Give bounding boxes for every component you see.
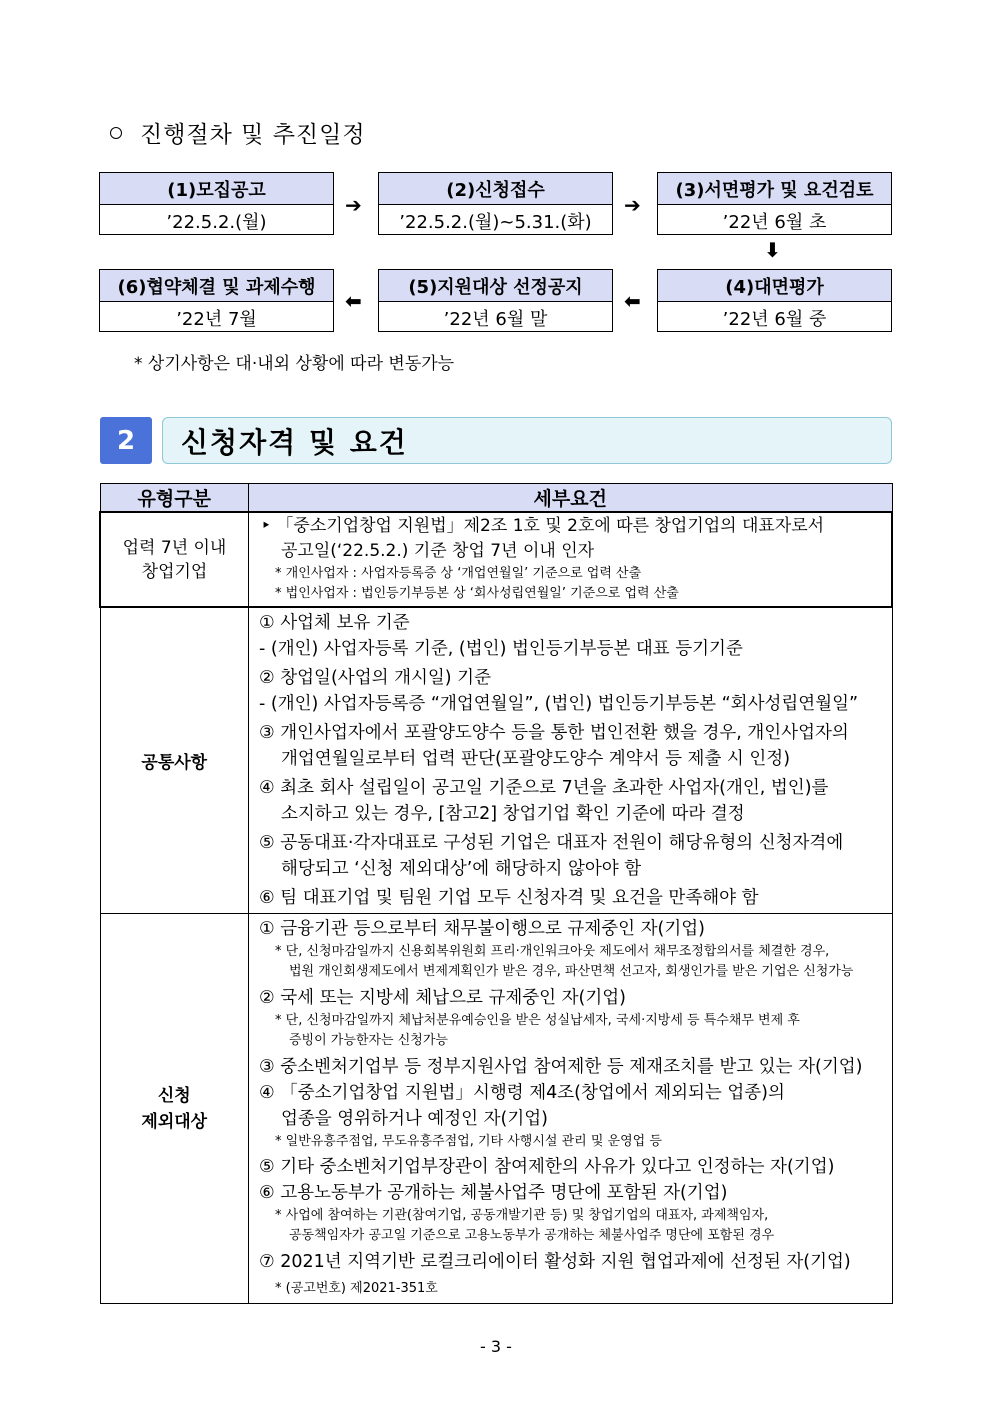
step-box-4	[657, 269, 892, 332]
column-header: 세부요건	[249, 484, 893, 513]
step-date: ’22년 6월 중	[722, 308, 827, 330]
step-label: (6)협약체결 및 과제수행	[100, 270, 333, 302]
arrow-left-icon: ⬅	[345, 289, 362, 313]
step-date: ’22.5.2.(월)	[166, 211, 267, 233]
step-label: (4)대면평가	[658, 270, 891, 302]
table-row	[100, 914, 892, 1304]
arrow-right-icon: ➔	[345, 193, 362, 217]
step-box-5	[378, 269, 613, 332]
step-label: (2)신청접수	[379, 173, 612, 205]
detail-line: ⑥ 팀 대표기업 및 팀원 기업 모두 신청자격 및 요건을 만족해야 함	[259, 888, 759, 908]
detail-note: 법원 개인회생제도에서 변제계획인가 받은 경우, 파산면책 선고자, 회생인가를 받은 기업은 신청가능	[289, 964, 854, 979]
category-line: 창업기업	[141, 561, 208, 582]
step-box-3	[657, 172, 892, 235]
step-date: ’22년 6월 초	[722, 211, 827, 233]
arrow-down-icon: ⬇	[764, 238, 781, 262]
detail-line: ③ 개인사업자에서 포괄양도양수 등을 통한 법인전환 했을 경우, 개인사업자의	[259, 723, 849, 743]
detail-line: - (개인) 사업자등록 기준, (법인) 법인등기부등본 대표 등기기준	[259, 639, 743, 659]
detail-line: 업종을 영위하거나 예정인 자(기업)	[281, 1109, 549, 1129]
table-row	[100, 512, 892, 607]
step-box-1	[99, 172, 334, 235]
detail-line: 소지하고 있는 경우, [참고2] 창업기업 확인 기준에 따라 결정	[281, 804, 745, 824]
detail-line: ① 금융기관 등으로부터 채무불이행으로 규제중인 자(기업)	[259, 919, 705, 939]
detail-line: 공고일(‘22.5.2.) 기준 창업 7년 이내 인자	[281, 541, 595, 561]
detail-line: ⑦ 2021년 지역기반 로컬크리에이터 활성화 지원 협업과제에 선정된 자(기업)	[259, 1252, 851, 1272]
detail-line: ④ 「중소기업창업 지원법」시행령 제4조(창업에서 제외되는 업종)의	[259, 1083, 785, 1103]
detail-line: ⑥ 고용노동부가 공개하는 체불사업주 명단에 포함된 자(기업)	[259, 1183, 728, 1203]
section-heading: 신청자격 및 요건	[162, 417, 892, 464]
detail-note: * 단, 신청마감일까지 신용회복위원회 프리·개인워크아웃 제도에서 채무조정합의서를 체결한 경우,	[275, 944, 830, 959]
requirements-table	[99, 483, 893, 1304]
detail-line: ④ 최초 회사 설립일이 공고일 기준으로 7년을 초과한 사업자(개인, 법인)를	[259, 778, 829, 798]
detail-line: - (개인) 사업자등록증 “개업연월일”, (법인) 법인등기부등본 “회사성립연월일”	[259, 694, 859, 714]
detail-line: 해당되고 ‘신청 제외대상’에 해당하지 않아야 함	[281, 859, 642, 879]
detail-line: ⑤ 기타 중소벤처기업부장관이 참여제한의 사유가 있다고 인정하는 자(기업)	[259, 1157, 835, 1177]
detail-note: * 개인사업자 : 사업자등록증 상 ‘개업연월일’ 기준으로 업력 산출	[275, 566, 642, 581]
step-date: ’22년 6월 말	[443, 308, 548, 330]
schedule-note: * 상기사항은 대·내외 상황에 따라 변동가능	[134, 354, 455, 374]
detail-note: 공동책임자가 공고일 기준으로 고용노동부가 공개하는 체불사업주 명단에 포함된 경우	[289, 1228, 775, 1243]
arrow-left-icon: ⬅	[624, 289, 641, 313]
detail-note: 증빙이 가능한자는 신청가능	[289, 1033, 448, 1048]
detail-note: * 단, 신청마감일까지 체납처분유예승인을 받은 성실납세자, 국세·지방세 등 특수채무 변제 후	[275, 1013, 800, 1028]
section-number-badge: 2	[100, 417, 152, 464]
circle-bullet-icon	[110, 127, 122, 139]
table-row	[100, 607, 892, 914]
detail-note: * 사업에 참여하는 기관(참여기업, 공동개발기관 등) 및 창업기업의 대표자, 과제책임자,	[275, 1208, 769, 1223]
category-line: 업력 7년 이내	[122, 537, 227, 558]
step-date: ’22년 7월	[176, 308, 257, 330]
category-line: 제외대상	[141, 1111, 208, 1132]
step-box-6	[99, 269, 334, 332]
detail-line: ① 사업체 보유 기준	[259, 613, 410, 633]
category-line: 신청	[157, 1085, 191, 1106]
step-label: (5)지원대상 선정공지	[379, 270, 612, 302]
step-label: (3)서면평가 및 요건검토	[658, 173, 891, 205]
row-details	[249, 512, 893, 607]
detail-line: ② 국세 또는 지방세 체납으로 규제중인 자(기업)	[259, 988, 627, 1008]
page-number: - 3 -	[480, 1337, 512, 1356]
detail-line: ② 창업일(사업의 개시일) 기준	[259, 668, 491, 688]
detail-line: 개업연월일로부터 업력 판단(포괄양도양수 계약서 등 제출 시 인정)	[281, 749, 791, 769]
row-category: 공통사항	[100, 607, 249, 914]
row-details	[249, 607, 893, 914]
step-box-2	[378, 172, 613, 235]
step-label: (1)모집공고	[100, 173, 333, 205]
detail-line: ‣ 「중소기업창업 지원법」제2조 1호 및 2호에 따른 창업기업의 대표자로서	[261, 516, 825, 536]
detail-note: * 법인사업자 : 법인등기부등본 상 ‘회사성립연월일’ 기준으로 업력 산출	[275, 586, 679, 601]
row-category	[100, 914, 249, 1304]
arrow-right-icon: ➔	[624, 193, 641, 217]
section-title-text: 진행절차 및 추진일정	[140, 122, 366, 148]
row-details	[249, 914, 893, 1304]
detail-line: ③ 중소벤처기업부 등 정부지원사업 참여제한 등 제재조치를 받고 있는 자(기업)	[259, 1057, 863, 1077]
table-header-row	[100, 484, 892, 513]
row-category	[100, 512, 249, 607]
detail-line: ⑤ 공동대표·각자대표로 구성된 기업은 대표자 전원이 해당유형의 신청자격에	[259, 833, 844, 853]
column-header: 유형구분	[100, 484, 249, 513]
step-date: ’22.5.2.(월)~5.31.(화)	[399, 211, 592, 233]
detail-note: * 일반유흥주점업, 무도유흥주점업, 기타 사행시설 관리 및 운영업 등	[275, 1134, 662, 1149]
detail-note: * (공고번호) 제2021-351호	[275, 1281, 438, 1296]
section-title	[110, 116, 366, 149]
